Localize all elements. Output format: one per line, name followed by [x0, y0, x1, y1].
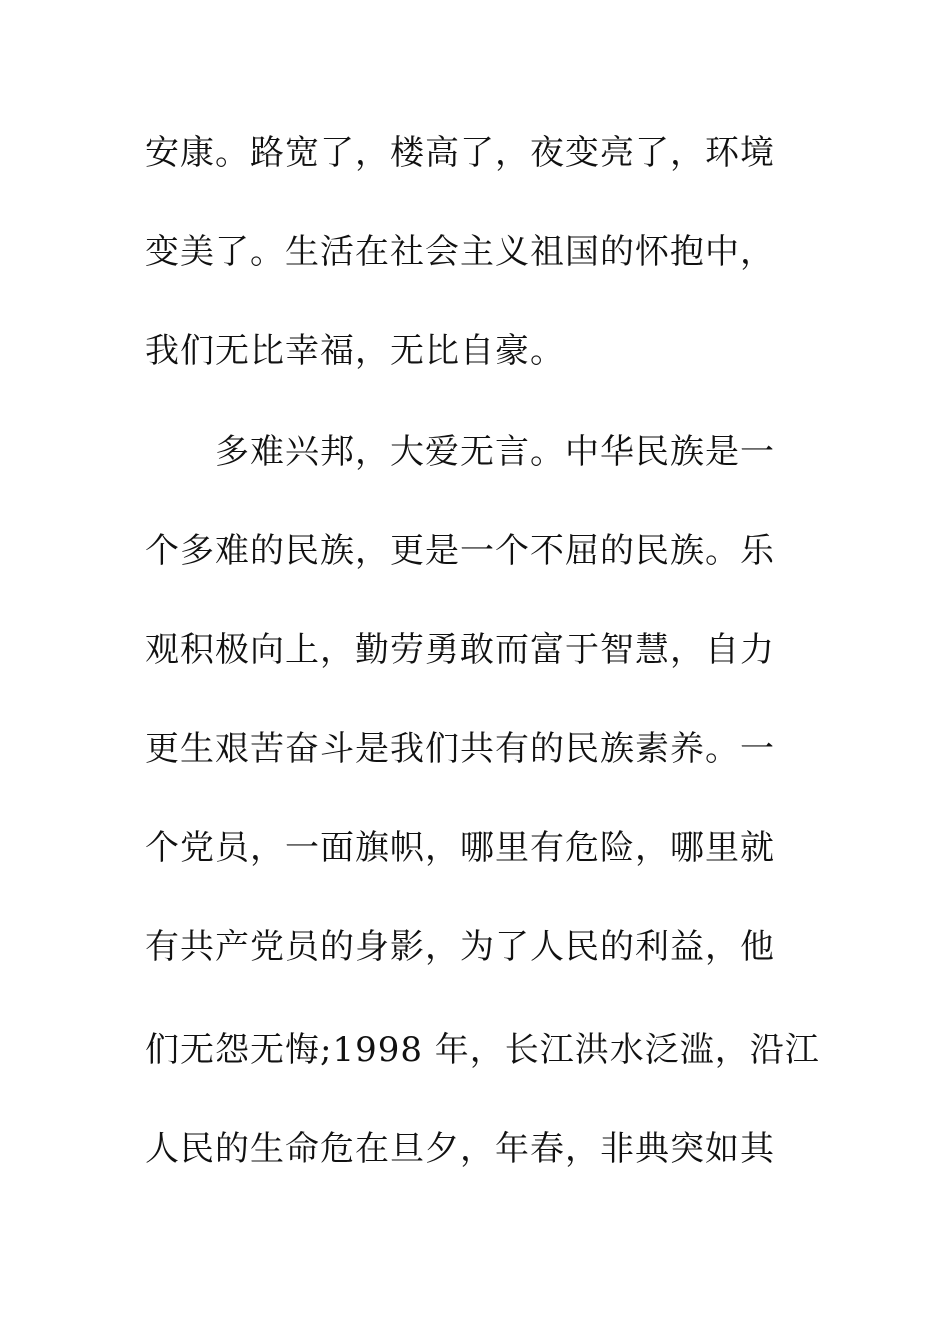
text-line-3: 我们无比幸福，无比自豪。 — [145, 331, 565, 371]
text-line-11: 人民的生命危在旦夕，年春，非典突如其 — [145, 1129, 775, 1169]
text-line-8: 个党员，一面旗帜，哪里有危险，哪里就 — [145, 828, 775, 868]
paragraph-start-line: 多难兴邦，大爱无言。中华民族是一 — [215, 432, 775, 472]
text-line-5: 个多难的民族，更是一个不屈的民族。乐 — [145, 531, 775, 571]
text-line-2: 变美了。生活在社会主义祖国的怀抱中， — [145, 232, 775, 272]
text-line-1: 安康。路宽了，楼高了，夜变亮了，环境 — [145, 133, 775, 173]
text-line-7: 更生艰苦奋斗是我们共有的民族素养。一 — [145, 729, 775, 769]
text-line-9: 有共产党员的身影，为了人民的利益，他 — [145, 927, 775, 967]
text-line-6: 观积极向上，勤劳勇敢而富于智慧，自力 — [145, 630, 775, 670]
text-line-10: 们无怨无悔;1998 年，长江洪水泛滥，沿江 — [145, 1030, 820, 1070]
